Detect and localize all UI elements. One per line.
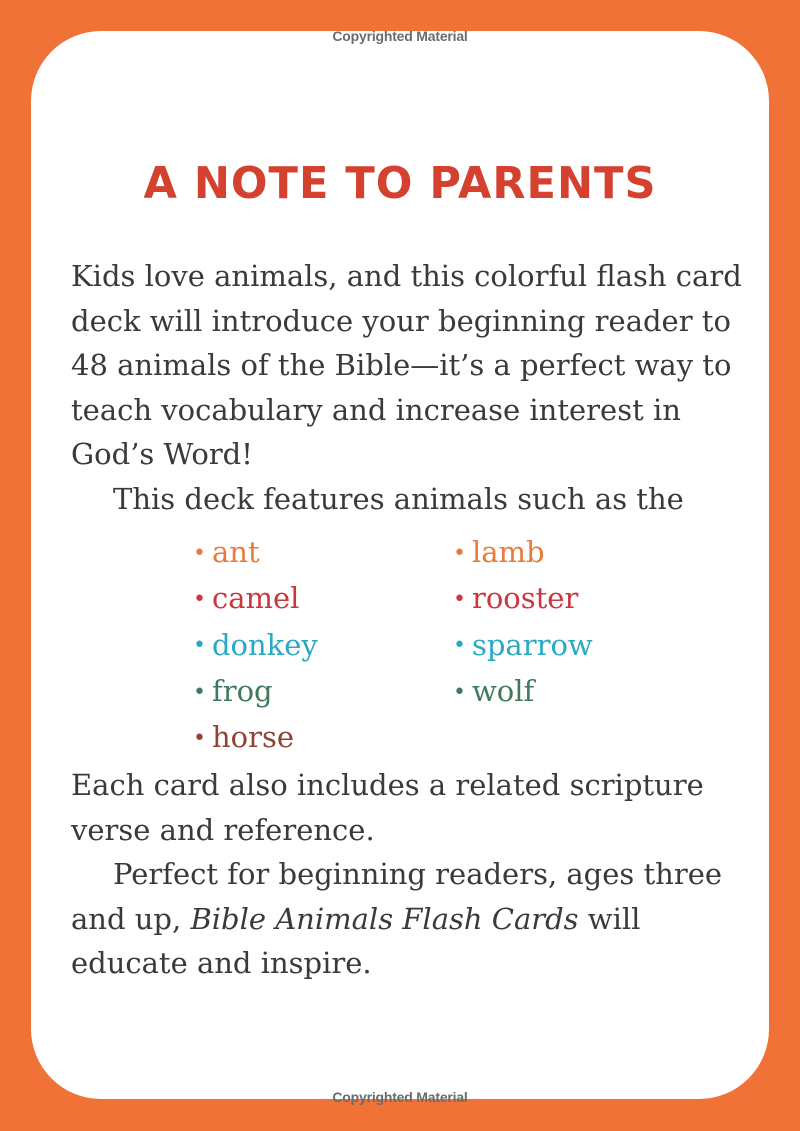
list-item: • sparrow [453,627,593,662]
bullet-icon: • [193,540,206,566]
list-item: • camel [193,581,300,616]
list-item: • donkey [193,627,318,662]
animal-list-left [193,530,318,761]
book-title: Bible Animals Flash Cards [190,901,579,936]
bullet-icon: • [193,725,206,751]
list-item: • frog [193,673,273,708]
bullet-icon: • [193,679,206,705]
features-lead-text: This deck features animals such as the [113,481,684,516]
watermark-top: Copyrighted Material [332,28,468,44]
bullet-icon: • [193,633,206,659]
bullet-icon: • [453,540,466,566]
watermark-bottom: Copyrighted Material [332,1089,468,1105]
list-item: • ant [193,535,260,569]
list-item: • wolf [453,673,535,708]
list-item: • horse [193,720,295,754]
list-item: • lamb [453,535,545,569]
bullet-icon: • [453,679,466,705]
intro-paragraph [71,254,751,521]
bullet-icon: • [193,587,206,612]
intro-text: Kids love animals, and this colorful flash card deck will introduce your beginning reader to 48 animals of the Bible—it’s a perfect way to teach vocabulary and increase interest in God’s Word! [71,259,742,471]
closing-paragraph [71,852,751,986]
bullet-icon: • [453,587,466,612]
animal-list-right [453,530,593,715]
closing-text-end: will educate and inspire. [71,901,641,980]
bullet-icon: • [453,633,466,659]
list-item: • rooster [453,581,579,616]
page-title: A NOTE TO PARENTS [143,158,657,209]
scripture-paragraph: Each card also includes a related scripture verse and reference. [71,768,704,847]
closing-text-start: Perfect for beginning readers, ages three and up, [71,857,723,936]
